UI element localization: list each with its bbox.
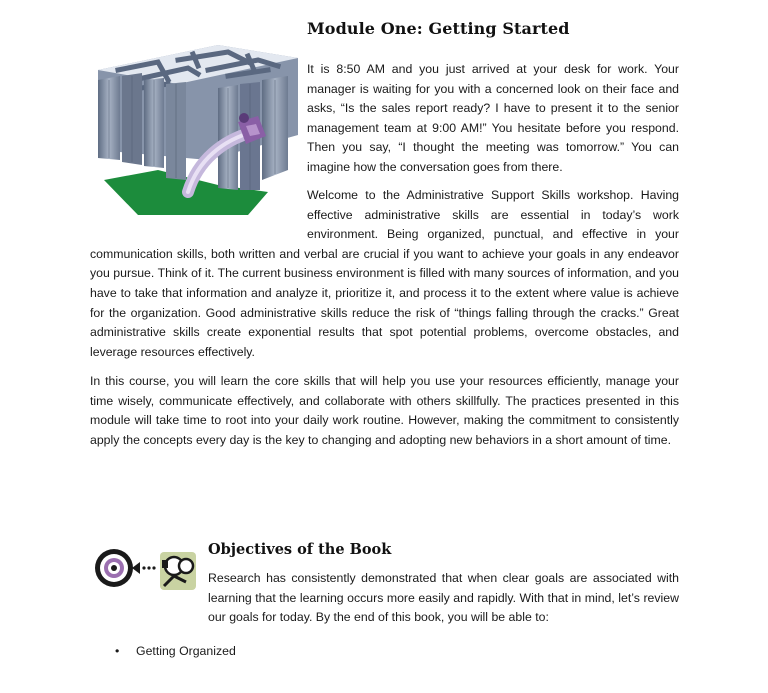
objectives-title: Objectives of the Book [208, 541, 392, 558]
objectives-paragraph-block [90, 569, 679, 628]
module-title: Module One: Getting Started [307, 19, 570, 38]
icon-wrap-spacer [90, 569, 208, 609]
image-wrap-spacer [90, 186, 307, 226]
list-item [90, 642, 236, 662]
welcome-paragraph-block [90, 186, 679, 362]
goals-list [90, 642, 236, 662]
objectives-paragraph: Research has consistently demonstrated that when clear goals are associated with learning that the learning occurs more easily and rapidly. With that in mind, let’s review our goals for today. By the end of this book, you will be able to: [208, 571, 679, 625]
bullet-icon: • [115, 644, 120, 658]
goal-item-label: Getting Organized [136, 644, 236, 658]
course-paragraph: In this course, you will learn the core skills that will help you use your resources efficiently, manage your time wisely, communicate effectively, and collaborate with others skillfully. The practices presented in this module will take time to root into your daily work routine. However, making the commitment to consistently apply the concepts every day is the key to changing and adopting new behaviors in a short amount of time. [90, 374, 679, 447]
welcome-paragraph: Welcome to the Administrative Support Skills workshop. Having effective administrative skills are essential in today’s work environment. Being organized, punctual, and effective in your communication skills, both written and verbal are crucial if you want to achieve your goals in any endeavor you pursue. Think of it. The current business environment is filled with many sources of information, and you have to take that information and analyze it, prioritize it, and process it to the extent where value is achieve for the organization. Good administrative skills reduce the risk of “things falling through the cracks.” Great administrative skills create exponential results that spot potential problems, overcome obstacles, and leverage resources effectively. [90, 188, 679, 359]
intro-paragraph: It is 8:50 AM and you just arrived at your desk for work. Your manager is waiting for you with a concerned look on their face and asks, “Is the sales report ready? I have to present it to the senior management team at 9:00 AM!” You hesitate before you respond. Then you say, “I thought the meeting was tomorrow.” You can imagine how the conversation goes from there. [307, 62, 679, 174]
